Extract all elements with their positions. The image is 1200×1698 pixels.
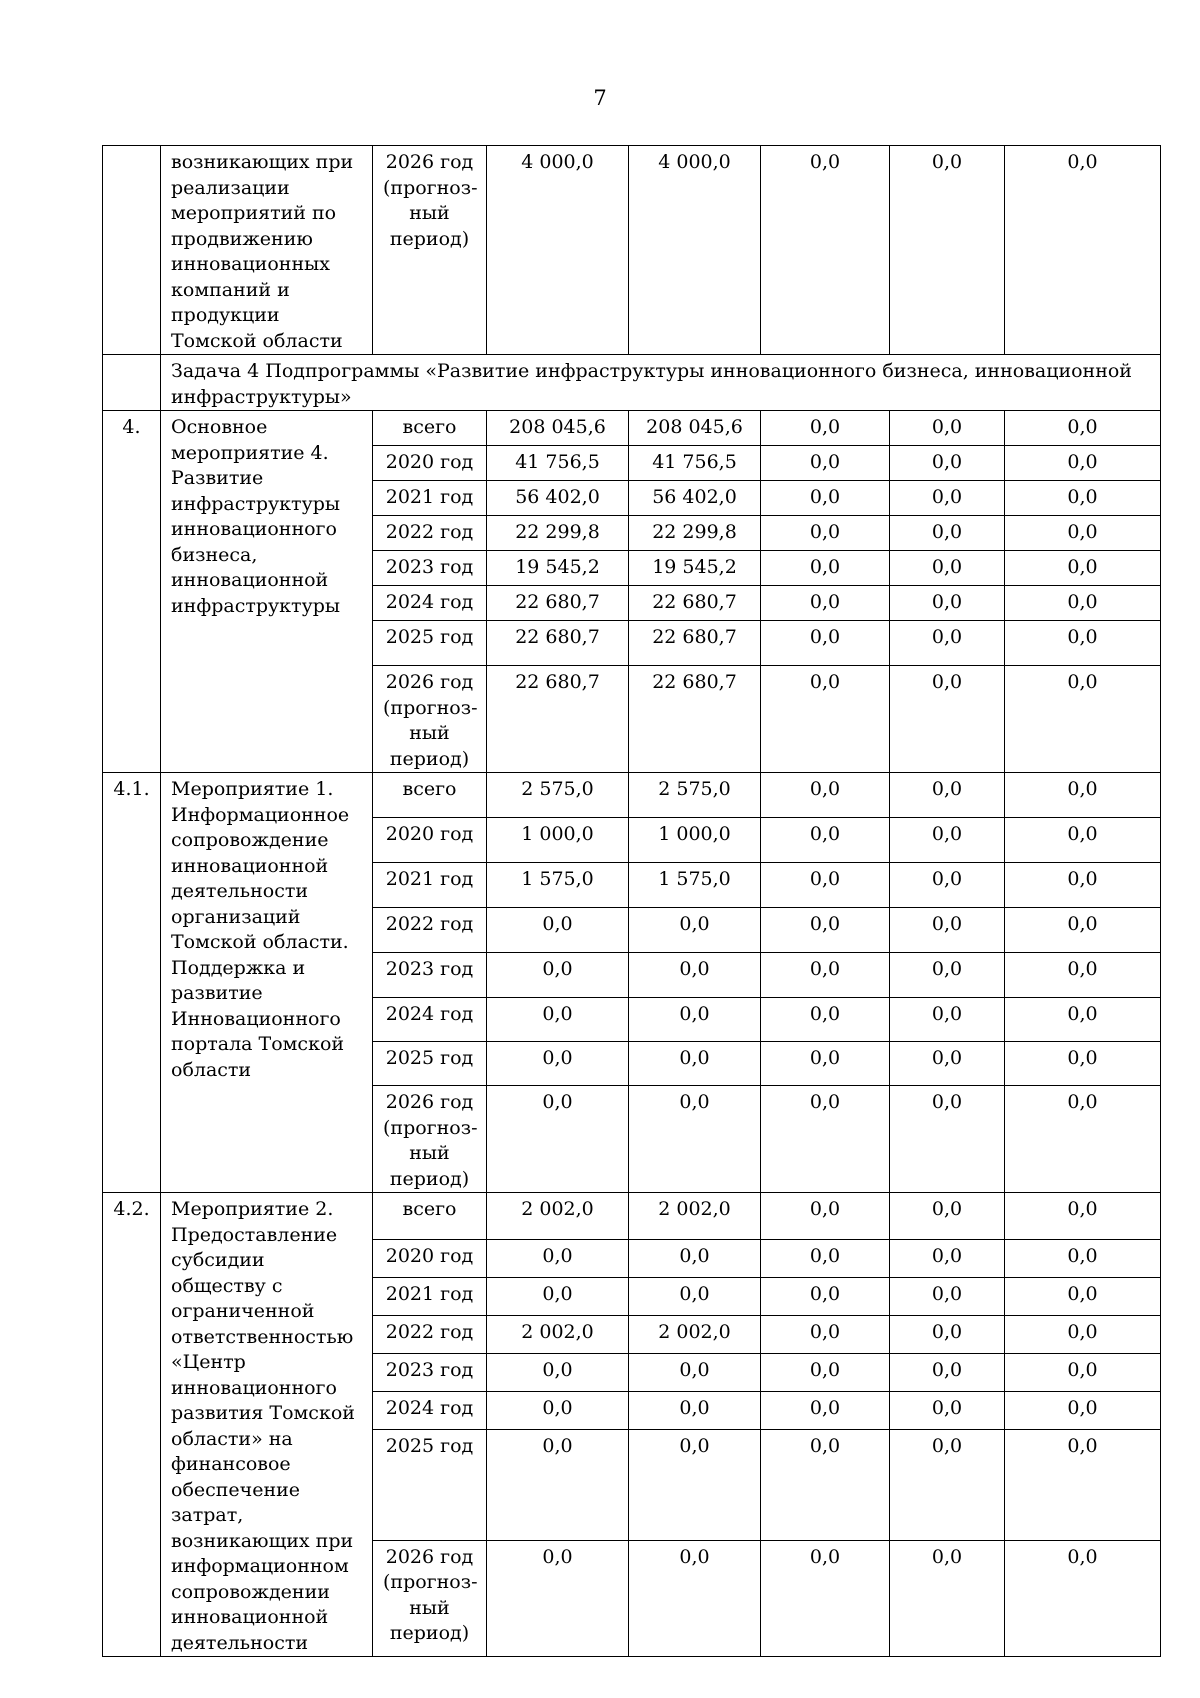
value-cell: 0,0 — [1005, 1277, 1161, 1315]
value-cell: 0,0 — [1005, 953, 1161, 998]
value-cell: 1 575,0 — [629, 863, 761, 908]
period-cell: 2024 год — [373, 998, 487, 1042]
period-cell: всего — [373, 1193, 487, 1240]
value-cell: 2 002,0 — [629, 1193, 761, 1240]
period-cell: 2024 год — [373, 1391, 487, 1429]
value-cell: 1 000,0 — [487, 818, 629, 863]
item-name: Мероприятие 2. Предоставление субсидии обществу с ограниченной ответственностью «Центр инновационного развития Томской области» на финансовое обеспечение затрат, возникающих при информационном сопровождении инновационной деятельности — [161, 1193, 373, 1657]
period-cell: 2021 год — [373, 481, 487, 516]
value-cell: 0,0 — [890, 1540, 1005, 1656]
value-cell: 0,0 — [1005, 1540, 1161, 1656]
table-row — [103, 411, 1161, 446]
value-cell: 0,0 — [761, 1315, 890, 1353]
item-number — [103, 146, 161, 355]
item-number: 4.1. — [103, 773, 161, 1193]
value-cell: 0,0 — [487, 908, 629, 953]
value-cell: 0,0 — [629, 1429, 761, 1540]
period-cell: 2022 год — [373, 1315, 487, 1353]
value-cell: 1 575,0 — [487, 863, 629, 908]
value-cell: 0,0 — [890, 666, 1005, 773]
period-cell: 2021 год — [373, 863, 487, 908]
value-cell: 0,0 — [890, 146, 1005, 355]
value-cell: 0,0 — [487, 1239, 629, 1277]
value-cell: 0,0 — [629, 953, 761, 998]
value-cell: 1 000,0 — [629, 818, 761, 863]
period-cell: 2026 год (прогноз-ный период) — [373, 1540, 487, 1656]
value-cell: 0,0 — [487, 1391, 629, 1429]
value-cell: 22 680,7 — [629, 586, 761, 621]
value-cell: 0,0 — [761, 481, 890, 516]
period-cell: 2022 год — [373, 908, 487, 953]
value-cell: 0,0 — [1005, 551, 1161, 586]
value-cell: 0,0 — [890, 446, 1005, 481]
value-cell: 4 000,0 — [487, 146, 629, 355]
value-cell: 22 680,7 — [487, 666, 629, 773]
value-cell: 2 575,0 — [629, 773, 761, 818]
period-cell: 2025 год — [373, 621, 487, 666]
value-cell: 0,0 — [761, 551, 890, 586]
period-cell: 2020 год — [373, 1239, 487, 1277]
value-cell: 0,0 — [761, 998, 890, 1042]
period-cell: 2026 год (прогноз-ный период) — [373, 146, 487, 355]
value-cell: 0,0 — [761, 446, 890, 481]
budget-table — [102, 145, 1161, 1657]
value-cell: 0,0 — [761, 818, 890, 863]
value-cell: 0,0 — [890, 773, 1005, 818]
value-cell: 0,0 — [890, 998, 1005, 1042]
value-cell: 0,0 — [1005, 586, 1161, 621]
item-number: 4.2. — [103, 1193, 161, 1657]
value-cell: 0,0 — [761, 1086, 890, 1193]
value-cell: 0,0 — [890, 551, 1005, 586]
value-cell: 0,0 — [761, 1239, 890, 1277]
value-cell: 0,0 — [761, 411, 890, 446]
value-cell: 0,0 — [890, 411, 1005, 446]
value-cell: 0,0 — [890, 1193, 1005, 1240]
value-cell: 2 002,0 — [487, 1193, 629, 1240]
period-cell: 2021 год — [373, 1277, 487, 1315]
value-cell: 0,0 — [890, 1042, 1005, 1086]
value-cell: 56 402,0 — [629, 481, 761, 516]
value-cell: 0,0 — [1005, 1239, 1161, 1277]
value-cell: 0,0 — [761, 666, 890, 773]
value-cell: 0,0 — [1005, 1353, 1161, 1391]
value-cell: 0,0 — [1005, 1193, 1161, 1240]
value-cell: 0,0 — [1005, 1315, 1161, 1353]
value-cell: 0,0 — [629, 1239, 761, 1277]
value-cell: 0,0 — [761, 1429, 890, 1540]
value-cell: 0,0 — [761, 621, 890, 666]
value-cell: 0,0 — [890, 586, 1005, 621]
table-row — [103, 773, 1161, 818]
value-cell: 0,0 — [487, 1353, 629, 1391]
period-cell: всего — [373, 411, 487, 446]
value-cell: 0,0 — [629, 908, 761, 953]
value-cell: 0,0 — [761, 863, 890, 908]
value-cell: 0,0 — [1005, 1391, 1161, 1429]
value-cell: 0,0 — [629, 1391, 761, 1429]
value-cell: 0,0 — [890, 863, 1005, 908]
value-cell: 0,0 — [890, 516, 1005, 551]
value-cell: 0,0 — [1005, 1042, 1161, 1086]
value-cell: 0,0 — [890, 1353, 1005, 1391]
value-cell: 2 002,0 — [629, 1315, 761, 1353]
value-cell: 22 299,8 — [629, 516, 761, 551]
value-cell: 2 575,0 — [487, 773, 629, 818]
value-cell: 0,0 — [761, 1391, 890, 1429]
value-cell: 0,0 — [890, 1086, 1005, 1193]
value-cell: 0,0 — [487, 1042, 629, 1086]
table-row — [103, 146, 1161, 355]
value-cell: 56 402,0 — [487, 481, 629, 516]
value-cell: 0,0 — [761, 146, 890, 355]
value-cell: 0,0 — [629, 1540, 761, 1656]
value-cell: 22 680,7 — [487, 621, 629, 666]
value-cell: 0,0 — [1005, 621, 1161, 666]
value-cell: 0,0 — [761, 1540, 890, 1656]
period-cell: 2023 год — [373, 551, 487, 586]
period-cell: 2024 год — [373, 586, 487, 621]
task-num-cell — [103, 355, 161, 411]
value-cell: 19 545,2 — [629, 551, 761, 586]
value-cell: 0,0 — [890, 818, 1005, 863]
value-cell: 0,0 — [1005, 446, 1161, 481]
value-cell: 22 680,7 — [629, 666, 761, 773]
value-cell: 19 545,2 — [487, 551, 629, 586]
value-cell: 0,0 — [1005, 773, 1161, 818]
value-cell: 41 756,5 — [629, 446, 761, 481]
value-cell: 208 045,6 — [487, 411, 629, 446]
value-cell: 0,0 — [629, 1277, 761, 1315]
value-cell: 208 045,6 — [629, 411, 761, 446]
value-cell: 0,0 — [890, 481, 1005, 516]
value-cell: 0,0 — [487, 953, 629, 998]
value-cell: 0,0 — [761, 586, 890, 621]
period-cell: всего — [373, 773, 487, 818]
value-cell: 0,0 — [487, 1429, 629, 1540]
value-cell: 0,0 — [1005, 516, 1161, 551]
value-cell: 0,0 — [761, 953, 890, 998]
value-cell: 22 680,7 — [629, 621, 761, 666]
table-row — [103, 1193, 1161, 1240]
value-cell: 0,0 — [761, 1353, 890, 1391]
period-cell: 2020 год — [373, 818, 487, 863]
value-cell: 0,0 — [1005, 1086, 1161, 1193]
value-cell: 0,0 — [1005, 1429, 1161, 1540]
value-cell: 0,0 — [487, 998, 629, 1042]
value-cell: 0,0 — [1005, 666, 1161, 773]
value-cell: 0,0 — [761, 908, 890, 953]
period-cell: 2020 год — [373, 446, 487, 481]
value-cell: 0,0 — [890, 621, 1005, 666]
value-cell: 0,0 — [1005, 481, 1161, 516]
value-cell: 0,0 — [890, 1391, 1005, 1429]
period-cell: 2022 год — [373, 516, 487, 551]
value-cell: 0,0 — [1005, 863, 1161, 908]
item-name: Основное мероприятие 4. Развитие инфраструктуры инновационного бизнеса, инновационной инфраструктуры — [161, 411, 373, 773]
value-cell: 0,0 — [629, 998, 761, 1042]
value-cell: 41 756,5 — [487, 446, 629, 481]
item-name: возникающих при реализации мероприятий по продвижению инновационных компаний и продукции Томской области — [161, 146, 373, 355]
value-cell: 0,0 — [890, 1239, 1005, 1277]
value-cell: 0,0 — [761, 516, 890, 551]
period-cell: 2023 год — [373, 953, 487, 998]
period-cell: 2026 год (прогноз-ный период) — [373, 666, 487, 773]
value-cell: 0,0 — [1005, 818, 1161, 863]
value-cell: 0,0 — [1005, 146, 1161, 355]
item-number: 4. — [103, 411, 161, 773]
period-cell: 2023 год — [373, 1353, 487, 1391]
value-cell: 0,0 — [487, 1540, 629, 1656]
value-cell: 0,0 — [890, 1277, 1005, 1315]
value-cell: 0,0 — [761, 773, 890, 818]
task-title: Задача 4 Подпрограммы «Развитие инфраструктуры инновационного бизнеса, инновационной инфраструктуры» — [161, 355, 1161, 411]
value-cell: 22 299,8 — [487, 516, 629, 551]
page-number: 7 — [593, 86, 607, 110]
item-name: Мероприятие 1. Информационное сопровождение инновационной деятельности организаций Томской области. Поддержка и развитие Инновационного портала Томской области — [161, 773, 373, 1193]
value-cell: 0,0 — [629, 1042, 761, 1086]
period-cell: 2025 год — [373, 1429, 487, 1540]
value-cell: 0,0 — [890, 1315, 1005, 1353]
value-cell: 0,0 — [1005, 908, 1161, 953]
value-cell: 0,0 — [890, 1429, 1005, 1540]
value-cell: 0,0 — [761, 1277, 890, 1315]
task-row — [103, 355, 1161, 411]
period-cell: 2026 год (прогноз-ный период) — [373, 1086, 487, 1193]
value-cell: 0,0 — [761, 1042, 890, 1086]
value-cell: 0,0 — [890, 953, 1005, 998]
value-cell: 0,0 — [629, 1086, 761, 1193]
value-cell: 0,0 — [761, 1193, 890, 1240]
value-cell: 0,0 — [629, 1353, 761, 1391]
value-cell: 0,0 — [890, 908, 1005, 953]
value-cell: 4 000,0 — [629, 146, 761, 355]
period-cell: 2025 год — [373, 1042, 487, 1086]
value-cell: 0,0 — [1005, 411, 1161, 446]
value-cell: 0,0 — [1005, 998, 1161, 1042]
value-cell: 0,0 — [487, 1277, 629, 1315]
value-cell: 22 680,7 — [487, 586, 629, 621]
value-cell: 0,0 — [487, 1086, 629, 1193]
value-cell: 2 002,0 — [487, 1315, 629, 1353]
